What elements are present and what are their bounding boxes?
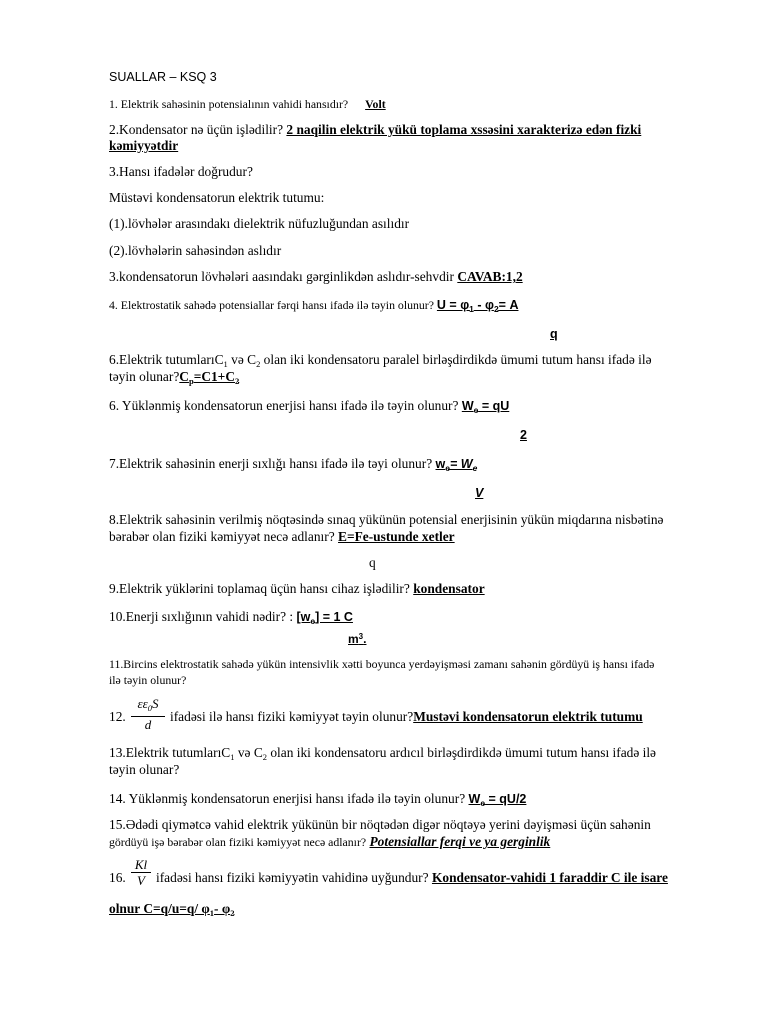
subscript: p (188, 376, 194, 386)
question-text: gördüyü işə bərabər olan fiziki kəmiyyət necə adlanır? (109, 835, 367, 849)
answer: CAVAB:1,2 (457, 269, 523, 284)
text: 6.Elektrik tutumlarıC (109, 352, 224, 367)
answer-part: W (468, 792, 481, 806)
text: - φ (214, 901, 231, 916)
question-3-option-1: (1).lövhələr arasındakı dielektrik nüfuzluğundan asılıdır (109, 216, 410, 231)
question-4 (109, 297, 518, 317)
answer-part: - φ (473, 298, 494, 312)
question-3-option-2: (2).lövhələrin sahəsindən aslıdır (109, 243, 282, 258)
question-text: 1. Elektrik sahəsinin potensialının vahidi hansıdır? (109, 97, 349, 111)
question-text: 6. Yüklənmiş kondensatorun enerjisi hansı ifadə ilə təyin olunur? (109, 398, 459, 413)
answer-part: = qU (478, 399, 510, 413)
fraction-numerator (131, 696, 165, 716)
answer (462, 399, 509, 413)
question-text: 10.Enerji sıxlığının vahidi nədir? : (109, 609, 294, 624)
answer: Mustəvi kondensatorun elektrik tutumu (413, 709, 643, 724)
question-15-cont (109, 834, 550, 850)
question-7 (109, 456, 477, 476)
answer-part: =C1+C (193, 369, 235, 384)
question-15: 15.Ədədi qiymətcə vahid elektrik yükünün bir nöqtədən digər nöqtəyə yerini dəyişməsi üçün sahənin (109, 817, 651, 832)
question-10 (109, 609, 353, 629)
answer-part: C (179, 369, 189, 384)
document-title: SUALLAR – KSQ 3 (109, 70, 217, 84)
question-12-number: 12. (109, 709, 126, 724)
fraction-denominator: V (137, 873, 145, 888)
answer-part: = qU/2 (485, 792, 527, 806)
option-text: 3.kondensatorun lövhələri aasındakı gərginlikdən aslıdır-sehvdir (109, 269, 454, 284)
question-text: 9.Elektrik yüklərini toplamaq üçün hansı cihaz işlədilir? (109, 581, 410, 596)
subscript: 2 (256, 359, 261, 369)
answer (469, 792, 527, 806)
subscript: 2 (262, 752, 268, 762)
subscript: 0 (147, 703, 152, 713)
text: . (363, 632, 367, 646)
question-text: 7.Elektrik sahəsinin enerji sıxlığı hansı ifadə ilə təyi olunur? (109, 456, 433, 471)
question-4-denominator: q (550, 327, 558, 341)
subscript: e (310, 616, 316, 626)
question-8-denominator: q (369, 555, 376, 570)
answer (437, 298, 519, 312)
subscript: 1 (469, 304, 474, 314)
text: olnur C=q/u=q/ φ (109, 901, 210, 916)
answer: Volt (365, 97, 386, 111)
text: S (152, 696, 159, 711)
question-text: bərabər olan fiziki kəmiyyət necə adlanır? (109, 529, 335, 544)
answer: 2 naqilin elektrik yükü toplama xssəsini xarakterizə edən fizki (286, 122, 642, 137)
answer-part: = A (498, 298, 519, 312)
question-text: ifadəsi hansı fiziki kəmiyyətin vahidinə uyğundur? (156, 870, 429, 885)
subscript: e (480, 798, 486, 808)
question-9 (109, 581, 485, 597)
text: olan iki kondensatoru ardıcıl birləşdirdikdə ümumi tutum hansı ifadə ilə (267, 745, 657, 760)
question-16-number: 16. (109, 870, 126, 885)
answer: Potensiallar ferqi ve ya gerginlik (369, 834, 551, 849)
subscript: 1 (209, 908, 215, 918)
answer (179, 369, 239, 384)
question-11: 11.Bircins elektrostatik sahədə yükün intensivlik xətti boyunca yerdəyişməsi zamanı sahənin gördüyü iş hansı ifadə (109, 657, 655, 671)
question-16-fraction (131, 857, 151, 888)
answer: Kondensator-vahidi 1 faraddir C ile isare (431, 870, 668, 885)
answer (436, 457, 478, 471)
question-11-cont: ilə təyin olunur? (109, 673, 187, 687)
question-text: 2.Kondensator nə üçün işlədilir? (109, 122, 284, 137)
question-12 (170, 709, 643, 725)
text: və C (227, 352, 257, 367)
text: εε (137, 696, 148, 711)
subscript: 2 (230, 908, 235, 918)
answer: E=Fe-ustunde xetler (338, 529, 455, 544)
text: m (348, 632, 359, 646)
text: 13.Elektrik tutumlarıC (109, 745, 231, 760)
subscript: e (445, 463, 450, 473)
text: olan iki kondensatoru paralel birləşdirdikdə ümumi tutum hansı ifadə ilə (260, 352, 652, 367)
superscript: 3 (358, 632, 364, 641)
fraction-denominator: d (144, 717, 152, 732)
subscript: e (473, 405, 479, 415)
question-16 (156, 870, 668, 886)
subscript: 2 (234, 376, 240, 386)
question-3-head: 3.Hansı ifadələr doğrudur? (109, 164, 253, 179)
question-16-answer-cont (109, 901, 234, 921)
answer-part: w (435, 457, 446, 471)
question-6b-denominator: 2 (520, 428, 527, 442)
answer-part: U = φ (436, 298, 470, 312)
question-3-option-3 (109, 269, 523, 285)
text: və C (234, 745, 263, 760)
text: təyin olunar? (109, 369, 180, 384)
answer: kondensator (413, 581, 485, 596)
question-13-cont: təyin olunar? (109, 762, 180, 777)
question-13 (109, 745, 656, 765)
question-6b (109, 398, 509, 418)
question-8: 8.Elektrik sahəsinin verilmiş nöqtəsində sınaq yükünün potensial enerjisinin yükün miqdarına nisbətinə (109, 512, 664, 527)
question-text: 14. Yüklənmiş kondensatorun enerjisi hansı ifadə ilə təyin olunur? (109, 791, 466, 806)
answer-part: [w (296, 610, 311, 624)
question-3-intro: Müstəvi kondensatorun elektrik tutumu: (109, 190, 325, 205)
question-6a-cont (109, 369, 239, 389)
fraction-numerator: Kl (134, 857, 148, 872)
subscript: e (472, 463, 478, 473)
question-10-denominator (348, 629, 366, 647)
subscript: 1 (230, 752, 235, 762)
question-1 (109, 96, 386, 112)
question-7-denominator: V (475, 486, 484, 500)
question-2-answer-cont: kəmiyyətdir (109, 138, 179, 153)
question-14 (109, 791, 526, 811)
question-2 (109, 122, 641, 138)
answer-part: = W (449, 457, 473, 471)
answer-part: W (461, 399, 474, 413)
answer (296, 610, 353, 624)
subscript: 1 (223, 359, 228, 369)
question-12-fraction (131, 696, 165, 732)
question-text: 4. Elektrostatik sahədə potensiallar fərqi hansı ifadə ilə təyin olunur? (109, 298, 434, 312)
answer-part: ] = 1 C (315, 610, 353, 624)
question-text: ifadəsi ilə hansı fiziki kəmiyyət təyin olunur? (170, 709, 414, 724)
question-8-cont (109, 529, 455, 545)
subscript: 2 (493, 304, 499, 314)
